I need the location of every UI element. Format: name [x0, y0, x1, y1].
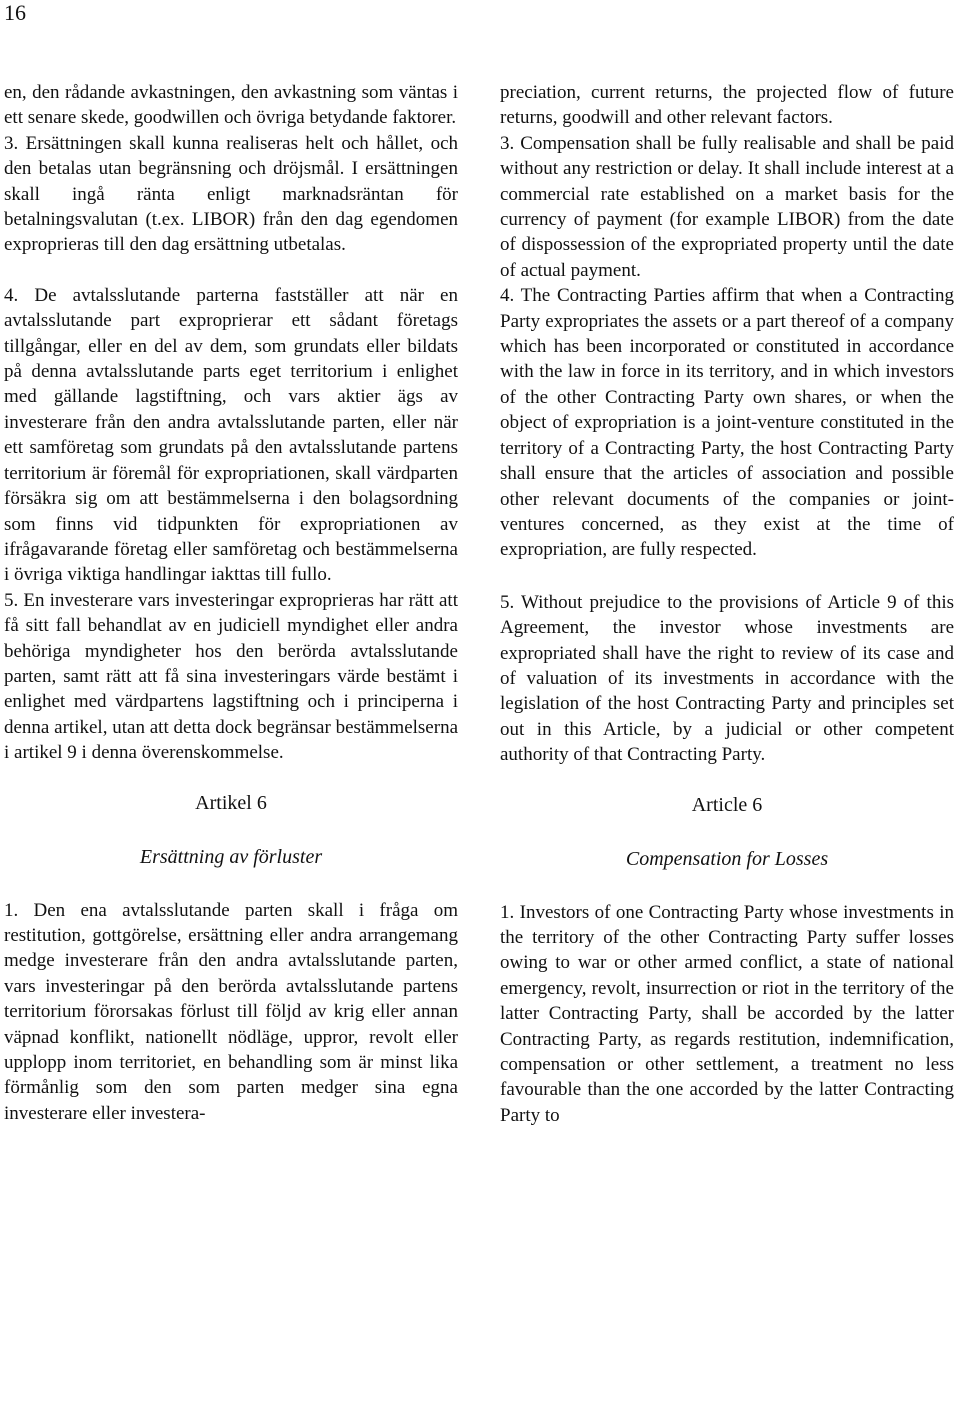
paragraph-6-1: 1. Den ena avtalsslutande parten skall i fråga om restitution, gottgörelse, ersättning eller andra arrangemang medge investerare från den andra avtalsslutande parten, vars investeringar på den berörda avtalsslutande partens territorium förorsakas förlust till följd av krig eller annan väpnad konflikt, nationellt nödläge, uppror, revolt eller upplopp inom territoriet, en behandling som är minst lika förmånlig som den som parten medger sina egna investerare eller investera- — [4, 899, 458, 1124]
article-title: Ersättning av förluster — [139, 845, 323, 868]
article-heading: Article 6 — [691, 793, 763, 816]
english-column — [500, 80, 954, 1128]
article-title: Compensation for Losses — [625, 847, 829, 870]
paragraph-5: 5. Without prejudice to the provisions of Article 9 of this Agreement, the investor whose investments are expropriated shall have the right to review of its case and of valuation of its investments in accordance with the legislation of the host Contracting Party and principles set out in this Article, by a judicial or other competent authority of that Contracting Party. — [500, 591, 954, 766]
paragraph-intro: en, den rådande avkastningen, den avkastning som väntas i ett senare skede, goodwillen och övriga betydande faktorer. — [4, 82, 458, 129]
paragraph-6-1: 1. Investors of one Contracting Party whose investments in the territory of the other Contracting Party suffer losses owing to war or other armed conflict, a state of national emergency, revolt, insurrection or riot in the territory of the latter Contracting Party, shall be accorded by the latter Contracting Party, as regards restitution, indemnification, compensation or other settlement, a treatment no less favourable than the one accorded by the latter Contracting Party to — [500, 901, 954, 1126]
paragraph-4: 4. De avtalsslutande parterna fastställer att när en avtalsslutande part exproprierar ett sådant företags tillgångar, eller en del av dem, som grundats eller bildats på denna avtalsslutande parts eget territorium i enlighet med gällande lagstiftning, och vars aktier ägs av investerare från den andra avtalsslutande parten, eller när ett samföretag som grundats på den avtalsslutande partens territorium är föremål för expropriationen, skall värdparten försäkra sig om att bestämmelserna i den bolagsordning som finns vid tidpunkten för expropriationen av ifrågavarande företag eller samföretag och bestämmelserna i övriga viktiga handlingar iakttas till fullo. — [4, 284, 458, 586]
page-number: 16 — [4, 0, 26, 25]
paragraph-3: 3. Ersättningen skall kunna realiseras helt och hållet, och den betalas utan begränsning och dröjsmål. I ersättningen skall ingå ränta enligt marknadsräntan för betalningsvalutan (t.ex. LIBOR) från den dag egendomen exproprieras till den dag ersättning utbetalas. — [4, 132, 458, 256]
article-heading: Artikel 6 — [195, 791, 267, 814]
paragraph-4: 4. The Contracting Parties affirm that when a Contracting Party expropriates the assets or a part thereof of a company which has been incorporated or constituted in accordance with the law in force in its territory, and in which investors of the other Contracting Party own shares, or when the object of expropriation is a joint-venture constituted in the territory of a Contracting Party, the host Contracting Party shall ensure that the articles of association and possible other relevant documents of the companies or joint-ventures concerned, as they exist at the time of expropriation, are fully respected. — [500, 285, 954, 561]
paragraph-5: 5. En investerare vars investeringar exproprieras har rätt att få sitt fall behandlat av en judiciell myndighet eller andra behöriga myndigheter hos den berörda avtalsslutande parten, samt rätt att få sina investeringars värde bestämt i enlighet med värdpartens lagstiftning och i principerna i denna artikel, utan att detta dock begränsar bestämmelserna i artikel 9 i denna överenskommelse. — [4, 589, 458, 764]
swedish-column — [4, 80, 458, 1126]
paragraph-intro: preciation, current returns, the projected flow of future returns, goodwill and other relevant factors. — [500, 82, 954, 129]
paragraph-3: 3. Compensation shall be fully realisable and shall be paid without any restriction or delay. It shall include interest at a commercial rate established on a market basis for the currency of payment (for example LIBOR) from the date of dispossession of the expropriated property until the date of actual payment. — [500, 132, 954, 281]
